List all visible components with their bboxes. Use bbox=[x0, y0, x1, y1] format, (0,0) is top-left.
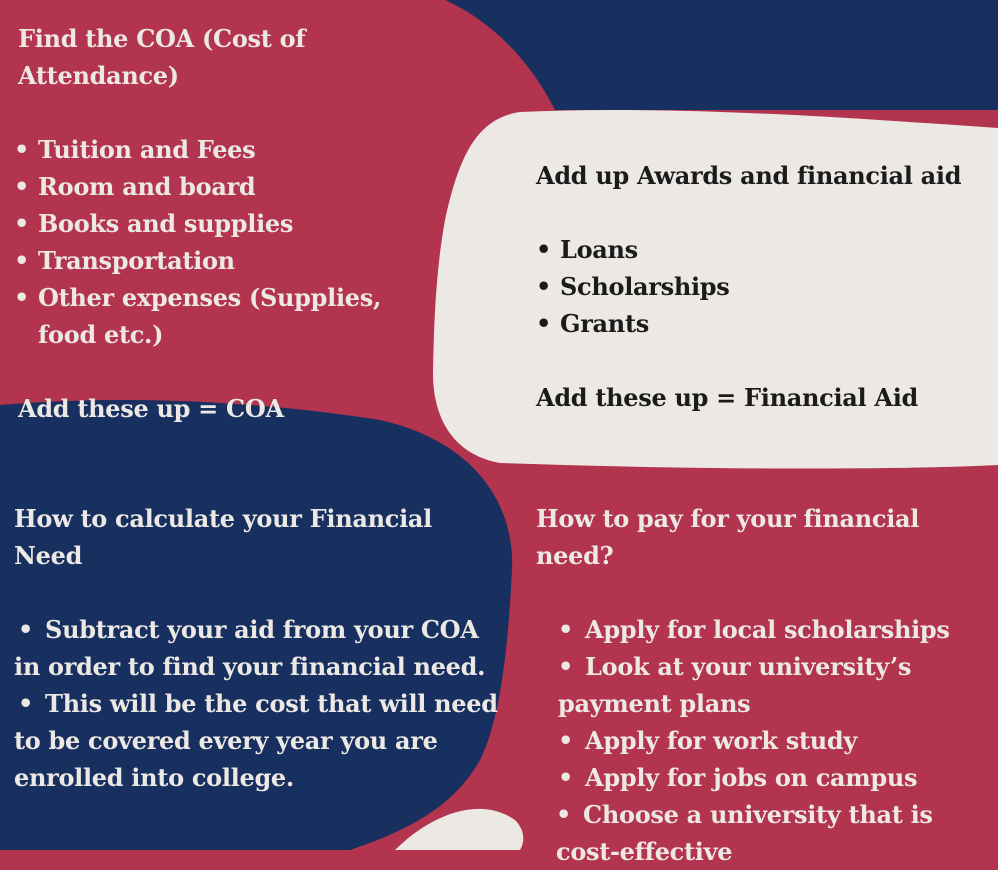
bullet-dot: • bbox=[558, 763, 574, 792]
coa-section bbox=[18, 20, 458, 427]
pay-list bbox=[558, 611, 986, 870]
coa-summary: Add these up = COA bbox=[18, 394, 284, 423]
need-list bbox=[14, 611, 499, 796]
pay-item bbox=[558, 611, 986, 648]
bullet-dot: • bbox=[558, 615, 574, 644]
coa-item: • Tuition and Fees bbox=[14, 131, 458, 168]
aid-section bbox=[536, 157, 976, 416]
pay-item bbox=[558, 759, 986, 796]
bullet-dot: • bbox=[558, 726, 574, 755]
coa-item: • Transportation bbox=[14, 242, 458, 279]
bullet-dot: • bbox=[558, 652, 574, 681]
aid-summary: Add these up = Financial Aid bbox=[536, 383, 919, 412]
pay-item bbox=[556, 796, 986, 870]
bullet-dot: • bbox=[18, 689, 34, 718]
aid-item: • Scholarships bbox=[536, 268, 976, 305]
pay-item-text: Apply for work study bbox=[585, 726, 858, 755]
pay-item bbox=[558, 648, 986, 722]
aid-list bbox=[536, 231, 976, 342]
pay-section bbox=[536, 500, 986, 870]
need-section bbox=[14, 500, 499, 796]
coa-item: • Books and supplies bbox=[14, 205, 458, 242]
need-item-text: This will be the cost that will need to be covered every year you are enrolled into college. bbox=[14, 689, 498, 792]
aid-title: Add up Awards and financial aid bbox=[536, 161, 962, 190]
pay-item-text: Apply for local scholarships bbox=[585, 615, 950, 644]
pay-item-text: Look at your university’s payment plans bbox=[558, 652, 912, 718]
need-item bbox=[14, 685, 499, 796]
aid-item: • Loans bbox=[536, 231, 976, 268]
aid-item: • Grants bbox=[536, 305, 976, 342]
coa-item: • Other expenses (Supplies, food etc.) bbox=[14, 279, 428, 353]
need-item bbox=[14, 611, 499, 685]
pay-title: How to pay for your financial need? bbox=[536, 504, 920, 570]
bullet-dot: • bbox=[18, 615, 34, 644]
need-item-text: Subtract your aid from your COA in order to find your financial need. bbox=[14, 615, 486, 681]
pay-item-text: Choose a university that is cost-effective bbox=[556, 800, 933, 866]
need-title: How to calculate your Financial Need bbox=[14, 504, 432, 570]
pay-item-text: Apply for jobs on campus bbox=[585, 763, 918, 792]
coa-list bbox=[14, 131, 458, 353]
pay-item bbox=[558, 722, 986, 759]
coa-item: • Room and board bbox=[14, 168, 458, 205]
bullet-dot: • bbox=[556, 800, 572, 829]
coa-title: Find the COA (Cost of Attendance) bbox=[18, 24, 306, 90]
